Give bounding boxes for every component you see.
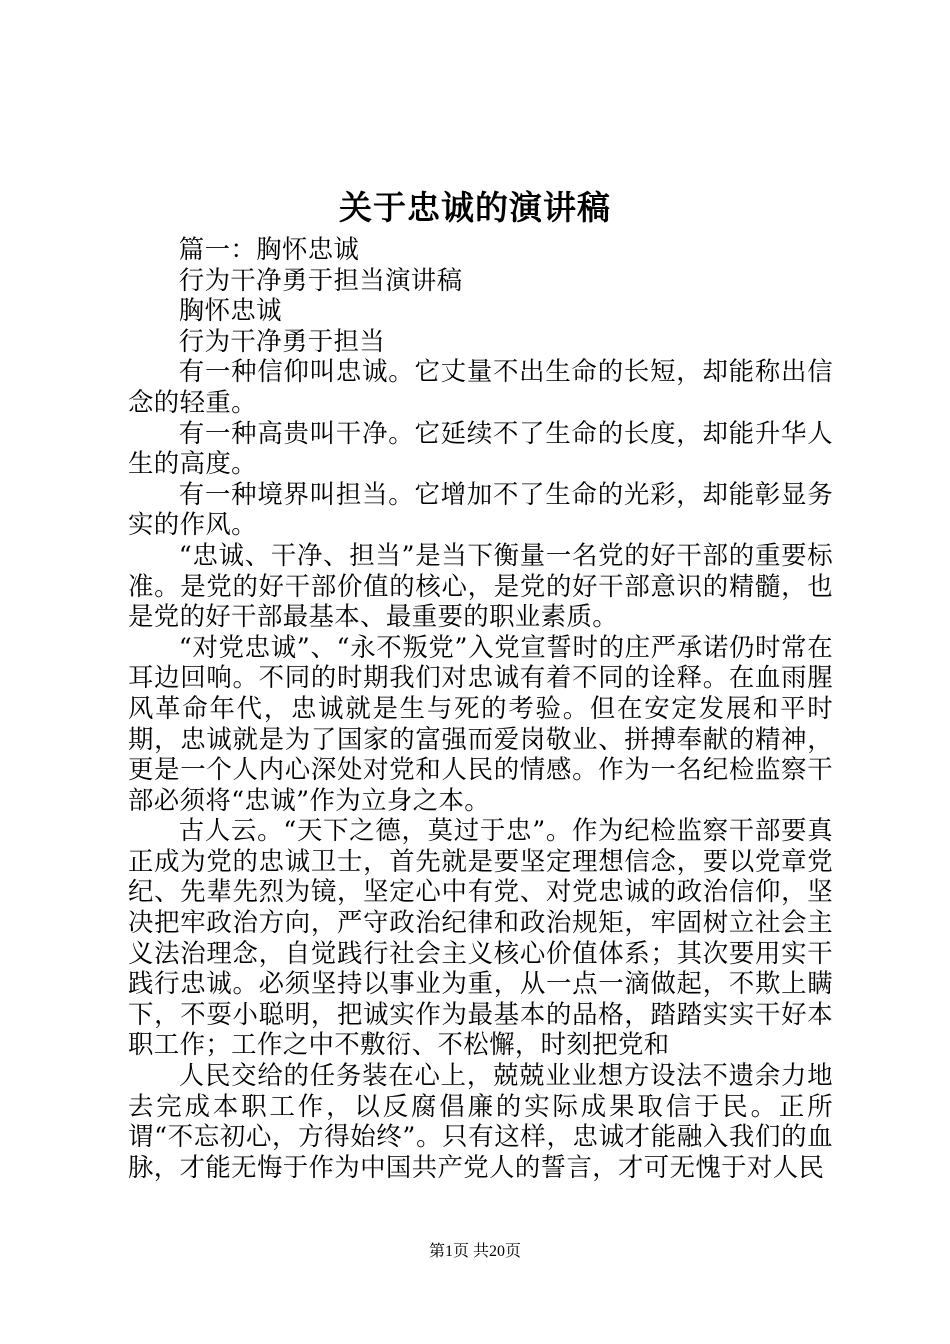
paragraph: 有一种信仰叫忠诚。它丈量不出生命的长短，却能称出信念的轻重。 [128,356,833,417]
paragraph: “忠诚、干净、担当”是当下衡量一名党的好干部的重要标准。是党的好干部价值的核心，是党的好干部意识的精髓，也是党的好干部最基本、最重要的职业素质。 [128,539,833,632]
page-number-footer: 第1页 共20页 [428,1243,521,1260]
paragraph: 有一种境界叫担当。它增加不了生命的光彩，却能彰显务实的作风。 [128,478,833,540]
document-title: 关于忠诚的演讲稿 [339,188,611,227]
paragraph: 古人云。“天下之德，莫过于忠”。作为纪检监察干部要真正成为党的忠诚卫士，首先就是要坚定理想信念，要以党章党纪、先辈先烈为镜，坚定心中有党、对党忠诚的政治信仰，坚决把牢政治方向，严守政治纪律和政治规矩，牢固树立社会主义法治理念，自觉践行社会主义核心价值体系；其次要用实干践行忠诚。必须坚持以事业为重，从一点一滴做起，不欺上瞒下，不耍小聪明，把诚实作为最基本的品格，踏踏实实干好本职工作；工作之中不敷衍、不松懈，时刻把党和 [128,815,833,1060]
paragraph: 胸怀忠诚 [178,295,282,326]
paragraph: “对党忠诚”、“永不叛党”入党宣誓时的庄严承诺仍时常在耳边回响。不同的时期我们对忠诚有着不同的诠释。在血雨腥风革命年代，忠诚就是生与死的考验。但在安定发展和平时期，忠诚就是为了国家的富强而爱岗敬业、拼搏奉献的精神，更是一个人内心深处对党和人民的情感。作为一名纪检监察干部必须将“忠诚”作为立身之本。 [128,631,833,815]
document-body [128,234,833,1182]
paragraph: 行为干净勇于担当 [178,325,386,356]
paragraph: 行为干净勇于担当演讲稿 [178,264,463,295]
paragraph: 篇一：胸怀忠诚 [178,234,360,264]
paragraph: 有一种高贵叫干净。它延续不了生命的长度，却能升华人生的高度。 [128,417,833,479]
paragraph: 人民交给的任务装在心上，兢兢业业想方设法不遗余力地去完成本职工作，以反腐倡廉的实际成果取信于民。正所谓“不忘初心，方得始终”。只有这样，忠诚才能融入我们的血脉，才能无悔于作为中国共产党人的誓言，才可无愧于对人民 [128,1060,833,1182]
